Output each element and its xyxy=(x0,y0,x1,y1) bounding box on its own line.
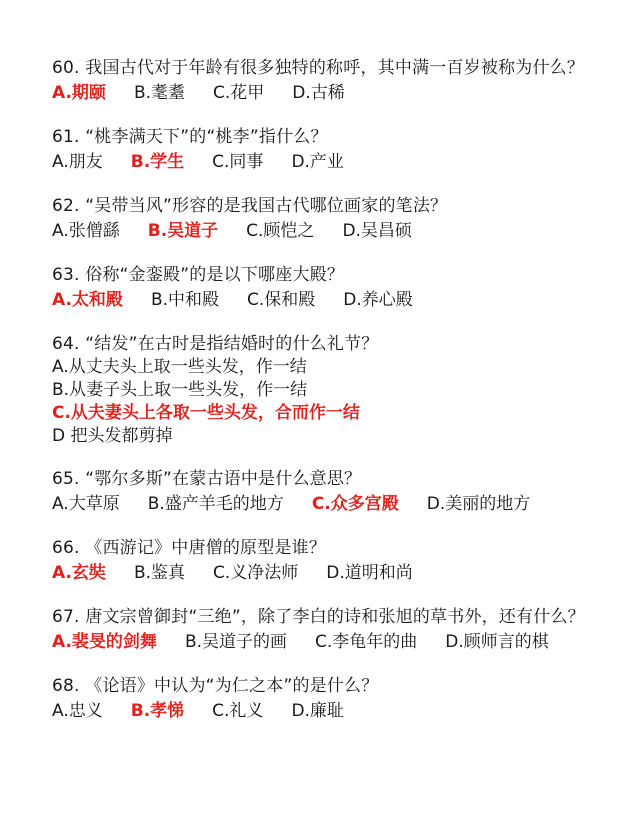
correct-answer-option: A.太和殿 xyxy=(52,290,123,310)
answer-options xyxy=(52,356,612,448)
answer-options xyxy=(52,560,612,586)
question-67 xyxy=(52,605,612,655)
correct-answer-option: B.吴道子 xyxy=(147,221,219,241)
question-68 xyxy=(52,674,612,724)
correct-answer-option: B.学生 xyxy=(130,152,185,172)
question-text: 65. “鄂尔多斯”在蒙古语中是什么意思？ xyxy=(52,469,362,489)
question-61 xyxy=(52,125,612,175)
question-65 xyxy=(52,467,612,517)
answer-option: B.鉴真 xyxy=(133,563,186,583)
correct-answer-option: C.从夫妻头上各取一些头发，合而作一结 xyxy=(52,403,360,423)
question-62 xyxy=(52,194,612,244)
answer-option: D 把头发都剪掉 xyxy=(52,426,173,446)
answer-option: B.吴道子的画 xyxy=(184,632,288,652)
correct-answer-option: C.众多宫殿 xyxy=(311,494,399,514)
question-text: 63. 俗称“金銮殿”的是以下哪座大殿？ xyxy=(52,265,345,285)
question-text: 60. 我国古代对于年龄有很多独特的称呼，其中满一百岁被称为什么？ xyxy=(52,58,585,78)
answer-option: D.道明和尚 xyxy=(326,563,413,583)
answer-option: A.从丈夫头上取一些头发，作一结 xyxy=(52,357,307,377)
question-66 xyxy=(52,536,612,586)
question-64 xyxy=(52,332,612,448)
answer-options xyxy=(52,80,612,106)
answer-option: D.美丽的地方 xyxy=(426,494,531,514)
answer-options xyxy=(52,218,612,244)
answer-option: C.顾恺之 xyxy=(246,221,315,241)
question-text: 67. 唐文宗曾御封“三绝”，除了李白的诗和张旭的草书外，还有什么？ xyxy=(52,607,585,627)
answer-options xyxy=(52,698,612,724)
answer-options xyxy=(52,287,612,313)
answer-option: B.中和殿 xyxy=(150,290,220,310)
answer-option: B.从妻子头上取一些头发，作一结 xyxy=(52,380,308,400)
question-text: 66. 《西游记》中唐僧的原型是谁？ xyxy=(52,538,327,558)
answer-option: A.张僧繇 xyxy=(52,221,120,241)
answer-option: D.产业 xyxy=(291,152,344,172)
answer-option: D.顾师言的棋 xyxy=(445,632,549,652)
answer-option: C.保和殿 xyxy=(247,290,316,310)
correct-answer-option: A.期颐 xyxy=(52,83,106,103)
question-63 xyxy=(52,263,612,313)
answer-option: A.朋友 xyxy=(52,152,103,172)
answer-option: D.古稀 xyxy=(292,83,345,103)
answer-option: B.盛产羊毛的地方 xyxy=(147,494,284,514)
answer-option: C.花甲 xyxy=(213,83,265,103)
answer-option: B.耄耋 xyxy=(133,83,186,103)
answer-options xyxy=(52,629,612,655)
question-text: 68. 《论语》中认为“为仁之本”的是什么？ xyxy=(52,676,379,696)
answer-option: C.礼义 xyxy=(212,701,264,721)
answer-option: C.同事 xyxy=(212,152,264,172)
answer-options xyxy=(52,149,612,175)
answer-option: D.吴昌硕 xyxy=(342,221,412,241)
question-text: 61. “桃李满天下”的“桃李”指什么？ xyxy=(52,127,328,147)
answer-options xyxy=(52,491,612,517)
answer-option: A.大草原 xyxy=(52,494,120,514)
question-text: 62. “吴带当风”形容的是我国古代哪位画家的笔法？ xyxy=(52,196,448,216)
question-text: 64. “结发”在古时是指结婚时的什么礼节？ xyxy=(52,334,379,354)
question-60 xyxy=(52,56,612,106)
answer-option: C.义净法师 xyxy=(213,563,299,583)
quiz-page xyxy=(52,56,612,743)
answer-option: A.忠义 xyxy=(52,701,103,721)
answer-option: D.廉耻 xyxy=(291,701,344,721)
answer-option: D.养心殿 xyxy=(343,290,413,310)
correct-answer-option: A.玄奘 xyxy=(52,563,106,583)
answer-option: C.李龟年的曲 xyxy=(315,632,418,652)
correct-answer-option: A.裴旻的剑舞 xyxy=(52,632,157,652)
correct-answer-option: B.孝悌 xyxy=(130,701,185,721)
